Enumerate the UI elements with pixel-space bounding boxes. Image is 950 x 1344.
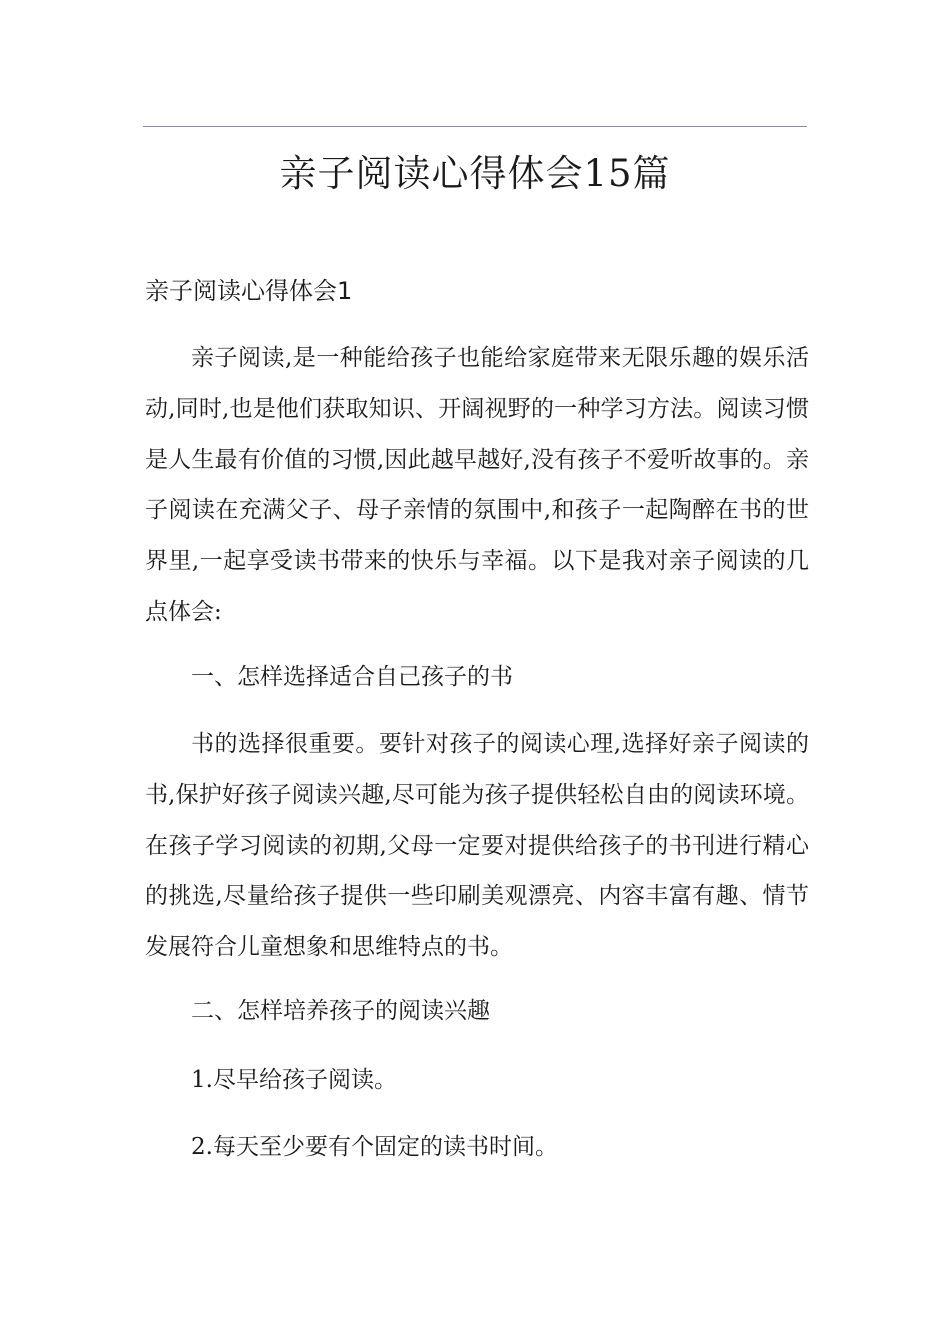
header-divider (143, 126, 807, 127)
subheading-two: 二、怎样培养孩子的阅读兴趣 (191, 998, 490, 1024)
intro-paragraph: 亲子阅读,是一种能给孩子也能给家庭带来无限乐趣的娱乐活动,同时,也是他们获取知识、开阔视野的一种学习方法。阅读习惯是人生最有价值的习惯,因此越早越好,没有孩子不爱听故事的。亲子阅读在充满父子、母子亲情的氛围中,和孩子一起陶醉在书的世界里,一起享受读书带来的快乐与幸福。以下是我对亲子阅读的几点体会: (145, 345, 809, 625)
list-item-one: 1.尽早给孩子阅读。 (191, 1067, 397, 1093)
subheading-one: 一、怎样选择适合自己孩子的书 (191, 664, 513, 690)
section-heading: 亲子阅读心得体会1 (145, 277, 353, 305)
book-choice-paragraph: 书的选择很重要。要针对孩子的阅读心理,选择好亲子阅读的书,保护好孩子阅读兴趣,尽可能为孩子提供轻松自由的阅读环境。在孩子学习阅读的初期,父母一定要对提供给孩子的书刊进行精心的挑选,尽量给孩子提供一些印刷美观漂亮、内容丰富有趣、情节发展符合儿童想象和思维特点的书。 (145, 731, 809, 961)
list-item-two: 2.每天至少要有个固定的读书时间。 (191, 1134, 558, 1160)
document-title: 亲子阅读心得体会15篇 (279, 152, 671, 195)
